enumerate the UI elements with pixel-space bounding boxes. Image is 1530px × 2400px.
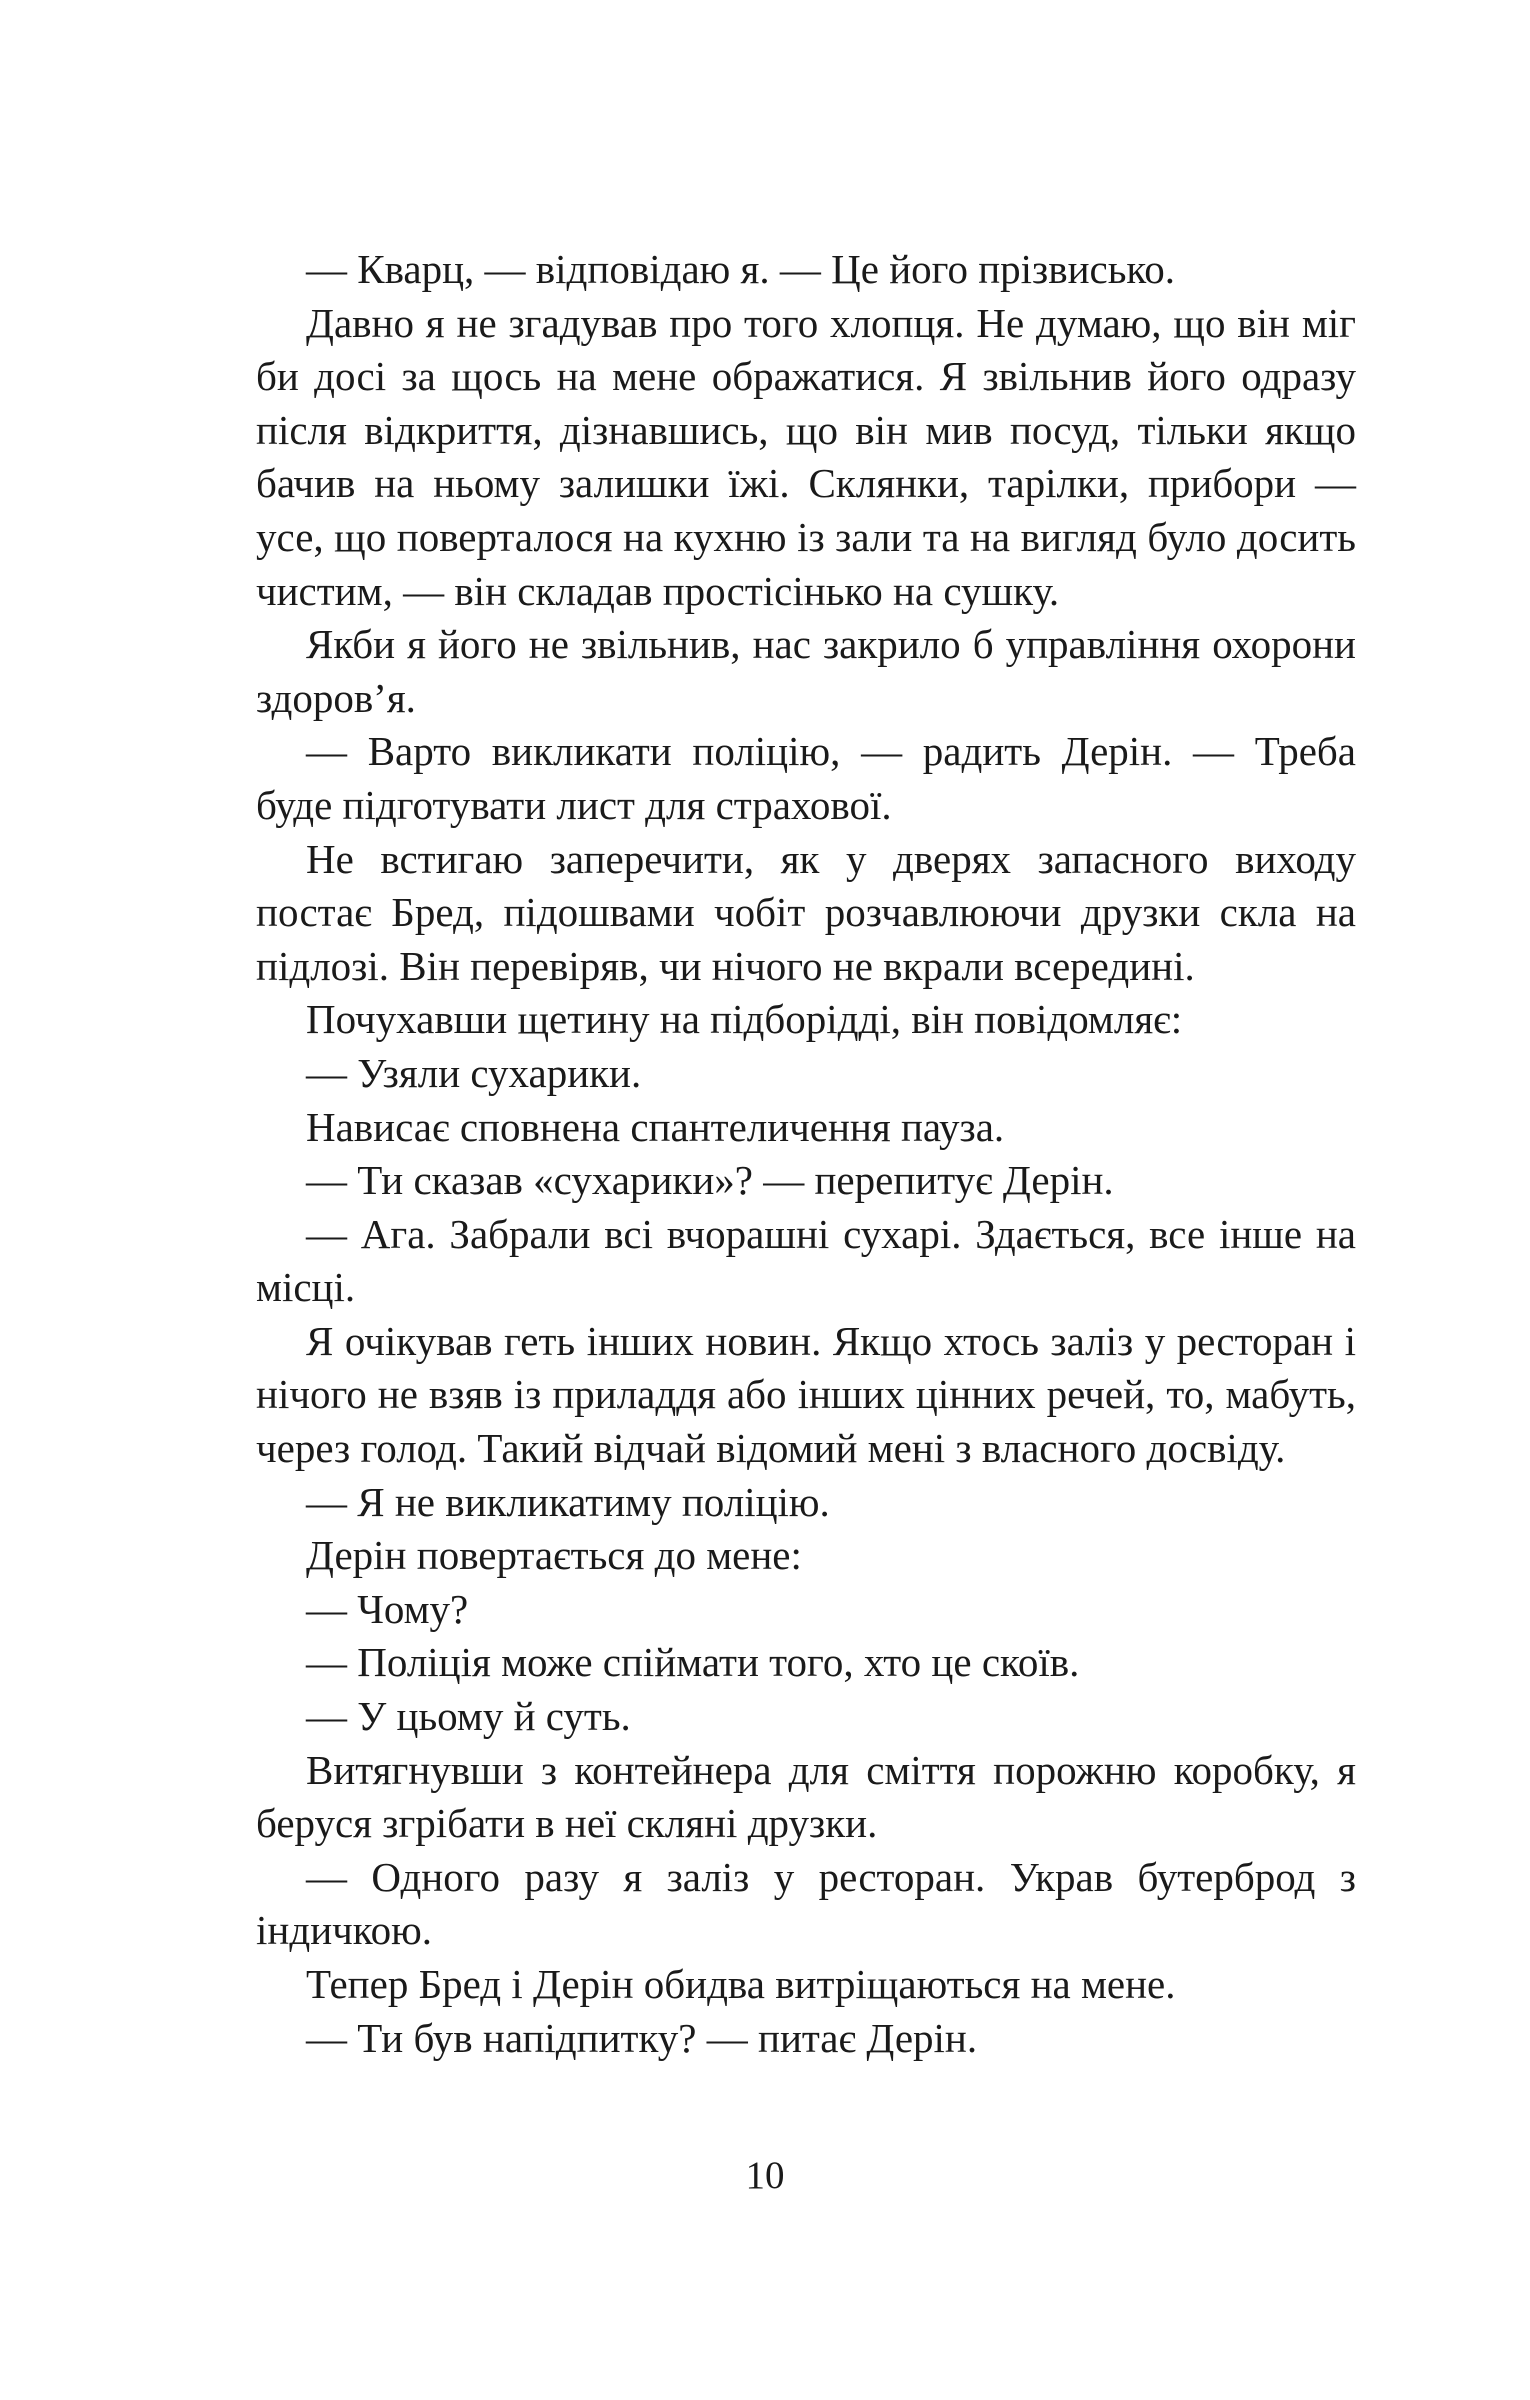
paragraph: Тепер Бред і Дерін обидва витріщаються на мене. (306, 1961, 1176, 2007)
paragraph: — Ти був напідпитку? — питає Дерін. (306, 2014, 978, 2061)
paragraph: Дерін повертається до мене: (306, 1532, 802, 1579)
paragraph: Якби я його не звільнив, нас закрило б управління охорони здоров’я. (256, 621, 1356, 721)
paragraph: Нависає сповнена спантеличення пауза. (306, 1103, 1005, 1150)
paragraph: Витягнувши з контейнера для сміття порожню коробку, я беруся згрібати в неї скляні друзки. (256, 1746, 1356, 1847)
body-text (256, 243, 1356, 2065)
paragraph: — Одного разу я заліз у ресторан. Украв бутерброд з індичкою. (256, 1853, 1356, 1954)
paragraph: Не встигаю заперечити, як у дверях запасного виходу постає Бред, підошвами чобіт розчавлюючи друзки скла на підлозі. Він перевіряв, чи нічого не вкрали всередині. (256, 835, 1356, 989)
paragraph: — Я не викликатиму поліцію. (306, 1478, 830, 1525)
paragraph: — Ти сказав «сухарики»? — перепитує Дерін. (306, 1157, 1114, 1204)
paragraph: — Чому? (306, 1585, 469, 1632)
paragraph: — Поліція може спіймати того, хто це скоїв. (306, 1639, 1080, 1686)
paragraph: — Варто викликати поліцію, — радить Дерін. — Треба буде підготувати лист для страхової. (256, 728, 1356, 828)
paragraph: Я очікував геть інших новин. Якщо хтось заліз у ресторан і нічого не взяв із приладдя або інших цінних речей, то, мабуть, через голод. Такий відчай відомий мені з власного досвіду. (256, 1317, 1356, 1472)
paragraph: Почухавши щетину на підборідді, він повідомляє: (306, 996, 1183, 1043)
paragraph: Давно я не згадував про того хлопця. Не думаю, що він міг би досі за щось на мене ображатися. Я звільнив його одразу після відкриття, дізнавшись, що він мив посуд, тільки якщо бачив на ньому залишки їжі. Склянки, тарілки, прибори — усе, що поверталося на кухню із зали та на вигляд було досить чистим, — він складав простісінько на сушку. (256, 299, 1356, 614)
page-number: 10 (745, 2154, 785, 2197)
paragraph: — Узяли сухарики. (306, 1049, 642, 1096)
paragraph: — Ага. Забрали всі вчорашні сухарі. Здається, все інше на місці. (256, 1210, 1356, 1311)
paragraph: — У цьому й суть. (306, 1693, 631, 1740)
paragraph: — Кварц, — відповідаю я. — Це його прізвисько. (306, 246, 1176, 292)
